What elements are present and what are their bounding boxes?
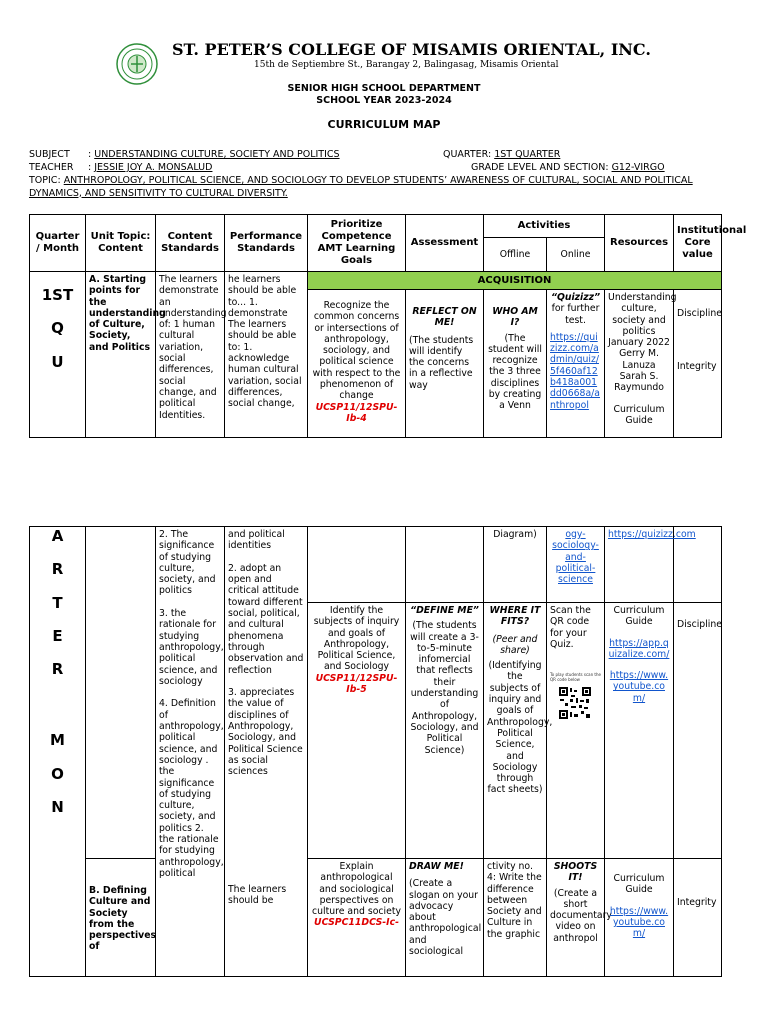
header-resources: Resources xyxy=(605,215,674,272)
online-activity-1-title: “Quizizz” xyxy=(550,292,601,303)
quarter-letter-n: N xyxy=(51,798,64,817)
topic-line xyxy=(29,175,729,200)
quarter-column-2 xyxy=(30,527,86,977)
header-unit-topic: Unit Topic: Content xyxy=(86,215,156,272)
quarter-letter-r: R xyxy=(51,560,64,579)
resources-1 xyxy=(605,290,677,438)
competence-3-code: UCSPC11DCS-Ic- xyxy=(314,917,399,929)
quarter-letter-m: M xyxy=(50,731,65,750)
competence-1 xyxy=(308,290,406,438)
assessment-1-text: (The students will identify the concerns in a reflective way xyxy=(409,334,474,391)
resources-2-text: Curriculum Guide xyxy=(613,605,665,628)
offline-activity-1-title: WHO AM I? xyxy=(492,306,538,329)
unit-topic-b: B. Defining Culture and Society from the perspectives of xyxy=(86,859,156,977)
performance-standards-2-text: and political identities 2. adopt an open and critical attitude toward different social, political, and cultural phenomena through observation and reflection 3. appreciates the value of disciplines of Anthropology, Sociology, and Political Science as social sciences xyxy=(228,529,304,778)
subject-line: : UNDERSTANDING CULTURE, SOCIETY AND POLITICS xyxy=(88,149,340,160)
header-content-standards: Content Standards xyxy=(156,215,225,272)
offline-continued: Diagram) xyxy=(484,527,547,603)
quarter-letter-3: U xyxy=(51,352,64,371)
competence-3-text: Explain anthropological and sociological perspectives on culture and society xyxy=(312,861,401,918)
document-title: CURRICULUM MAP xyxy=(327,118,441,131)
online-continued xyxy=(547,527,605,603)
offline-activity-1 xyxy=(484,290,547,438)
school-name: ST. PETER’S COLLEGE OF MISAMIS ORIENTAL, INC. xyxy=(172,40,651,59)
core-value-3-text: Integrity xyxy=(677,897,717,908)
offline-activity-1-text: (The student will recognize the 3 three disciplines by creating a Venn xyxy=(488,332,542,412)
grade-line xyxy=(471,162,665,173)
offline-activity-2 xyxy=(484,603,553,859)
assessment-3 xyxy=(406,859,484,977)
qr-caption: To play students scan the QR code below xyxy=(550,672,601,683)
assessment-2 xyxy=(406,603,484,859)
assessment-1-title: REFLECT ON ME! xyxy=(412,306,477,329)
online-activity-3 xyxy=(547,859,612,977)
quarter-label: QUARTER: xyxy=(443,149,492,160)
offline-activity-2-sub: (Peer and share) xyxy=(492,633,538,656)
assessment-3-title: DRAW ME! xyxy=(409,861,464,872)
competence-empty xyxy=(308,527,406,603)
core-value-1 xyxy=(674,290,722,438)
assessment-2-title: “DEFINE ME” xyxy=(410,605,479,616)
acquisition-banner: ACQUISITION xyxy=(308,272,722,290)
header-competence: Prioritize Competence AMT Learning Goals xyxy=(308,215,406,272)
core-value-3 xyxy=(674,859,722,977)
quarter-letter-t: T xyxy=(52,593,63,612)
content-standards-1: The learners demonstrate an understanding of: 1 human cultural variation, social differences, social change, and political Identities. xyxy=(156,272,225,438)
competence-2-code: UCSP11/12SPU-Ib-5 xyxy=(315,672,398,696)
school-year: SCHOOL YEAR 2023-2024 xyxy=(316,95,452,106)
quarter-letter-2: Q xyxy=(51,319,64,338)
grade-label: GRADE LEVEL AND SECTION: xyxy=(471,162,609,173)
quizizz-link[interactable]: https://quizizz.com/admin/quiz/5f460af12b418a001dd0668a/anthropol xyxy=(550,331,600,411)
youtube-link-2[interactable]: https://www.youtube.com/ xyxy=(609,905,669,940)
teacher-line: : JESSIE JOY A. MONSALUD xyxy=(88,162,213,173)
quizalize-link[interactable]: https://app.quizalize.com/ xyxy=(608,637,670,660)
header-core-value: Institutional Core value xyxy=(674,215,722,272)
quizizz-home-link[interactable]: https://quizizz.com xyxy=(608,529,696,540)
resources-3 xyxy=(605,859,674,977)
resources-2 xyxy=(605,603,674,859)
quarter-letter-r2: R xyxy=(51,660,64,679)
header-online: Online xyxy=(547,238,605,272)
online-activity-2-text: Scan the QR code for your Quiz. xyxy=(550,605,591,650)
curriculum-table-page2 xyxy=(29,526,722,977)
subject-label: SUBJECT xyxy=(29,149,70,160)
assessment-2-text: (The students will create a 3-to-5-minute infomercial that reflects their understanding of Anthropology, Sociology, and Political Science) xyxy=(410,620,479,756)
assessment-empty xyxy=(406,527,484,603)
topic-value: ANTHROPOLOGY, POLITICAL SCIENCE, AND SOCIOLOGY TO DEVELOP STUDENTS’ AWARENESS OF CULTURAL, SOCIAL AND POLITICAL DYNAMICS, AND SENSITIVITY TO CULTURAL DIVERSITY. xyxy=(29,175,693,199)
resources-continued xyxy=(605,527,696,603)
curriculum-table-page1 xyxy=(29,214,747,438)
unit-topic-empty xyxy=(86,527,156,859)
unit-topic-a: A. Starting points for the understanding of Culture, Society, and Politics xyxy=(86,272,156,438)
quarter-value: 1ST QUARTER xyxy=(494,149,561,160)
assessment-1 xyxy=(406,290,484,438)
qr-code-icon[interactable] xyxy=(558,686,592,720)
offline-activity-2-title: WHERE IT FITS? xyxy=(489,605,541,628)
resources-3-text: Curriculum Guide xyxy=(613,873,665,896)
resources-1-guide: Curriculum Guide xyxy=(613,403,665,426)
school-address: 15th de Septiembre St., Barangay 2, Balingasag, Misamis Oriental xyxy=(254,60,559,70)
assessment-3-text: (Create a slogan on your advocacy about anthropological and sociological xyxy=(409,878,482,958)
competence-1-text: Recognize the common concerns or intersections of anthropology, sociology, and political science with respect to the phenomenon of change xyxy=(312,300,401,402)
quarter-column-1 xyxy=(30,272,86,438)
online-activity-2 xyxy=(547,603,605,859)
header-activities: Activities xyxy=(484,215,605,238)
online-activity-1-text: for further test. xyxy=(551,303,600,326)
quarter-letter-1: 1ST xyxy=(41,286,74,304)
competence-2-text: Identify the subjects of inquiry and goals of Anthropology, Political Science, and Sociology xyxy=(313,605,400,673)
school-seal-icon xyxy=(116,43,158,85)
teacher-label: TEACHER xyxy=(29,162,74,173)
competence-1-code: UCSP11/12SPU-Ib-4 xyxy=(315,401,398,424)
youtube-link-1[interactable]: https://www.youtube.com/ xyxy=(609,670,669,704)
online-activity-3-title: SHOOTS IT! xyxy=(553,861,598,884)
performance-standards-2 xyxy=(225,527,308,977)
offline-activity-2-text: (Identifying the subjects of inquiry and goals of Anthropology, Political Science, and Sociology through fact sheets) xyxy=(487,660,553,796)
quarter-line xyxy=(443,149,560,160)
topic-label: TOPIC: xyxy=(29,175,61,186)
grade-value: G12-VIRGO xyxy=(611,162,665,173)
teacher-value: JESSIE JOY A. MONSALUD xyxy=(94,162,213,173)
online-activity-1 xyxy=(547,290,605,438)
header-performance-standards: Performance Standards xyxy=(225,215,308,272)
online-link-continued[interactable]: ogy-sociology-and-political-science xyxy=(552,529,599,586)
performance-standards-2-end: The learners should be xyxy=(228,883,287,906)
competence-2 xyxy=(308,603,406,859)
department: SENIOR HIGH SCHOOL DEPARTMENT xyxy=(287,83,481,94)
quarter-letter-o: O xyxy=(51,764,64,783)
core-value-2-text: Discipline xyxy=(677,619,722,630)
online-activity-3-text: (Create a short documentary video on anthropol xyxy=(550,887,612,944)
quarter-letter-a: A xyxy=(51,527,64,545)
quarter-letter-e: E xyxy=(52,626,63,645)
resources-1-text: Understanding culture, society and politics January 2022 Gerry M. Lanuza Sarah S. Raymundo xyxy=(608,292,677,394)
offline-activity-3: ctivity no. 4: Write the difference between Society and Culture in the graphic xyxy=(484,859,547,977)
performance-standards-1: he learners should be able to... 1. demonstrate The learners should be able to: 1. acknowledge human cultural variation, social differences, social change, xyxy=(225,272,308,438)
content-standards-2: 2. The significance of studying culture, society, and politics 3. the rationale for studying anthropology, political science, and sociology 4. Definition of anthropology, political science, and sociology . the significance of studying culture, society, and politics 2. the rationale for studying anthropology, political xyxy=(156,527,225,977)
header-offline: Offline xyxy=(484,238,547,272)
core-value-2 xyxy=(674,603,722,859)
core-value-integrity: Integrity xyxy=(677,361,717,373)
subject-value: UNDERSTANDING CULTURE, SOCIETY AND POLITICS xyxy=(94,149,340,160)
header-assessment: Assessment xyxy=(406,215,484,272)
core-value-discipline: Discipline xyxy=(677,308,722,319)
header-quarter-month: Quarter / Month xyxy=(30,215,86,272)
competence-3 xyxy=(308,859,406,977)
